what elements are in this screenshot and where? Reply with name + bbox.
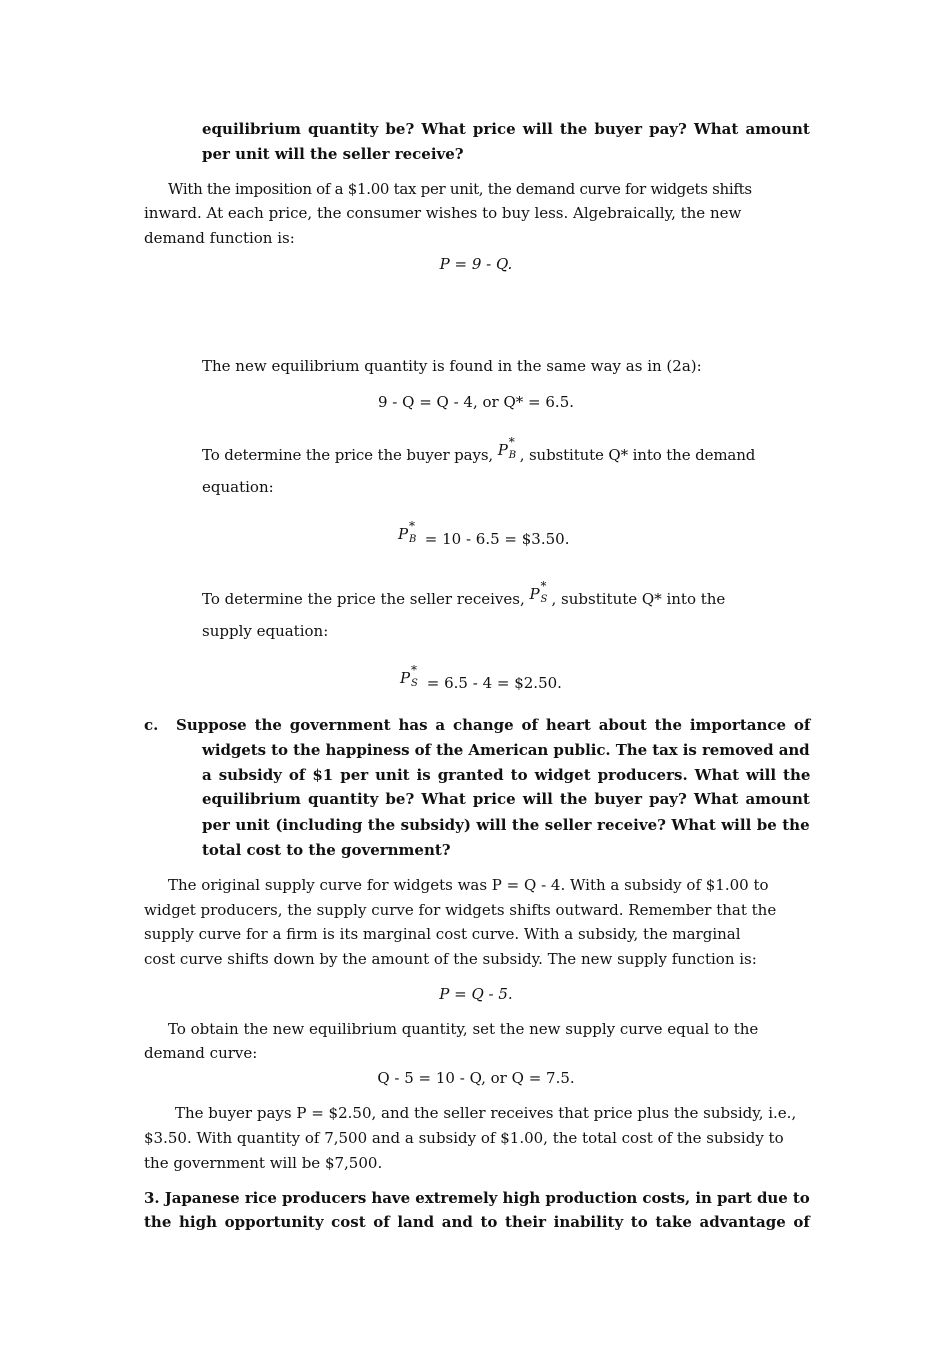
subsidy-paragraph-line-2: widget producers, the supply curve for widgets shifts outward. Remember that the: [144, 901, 777, 919]
equation-seller-price: P * S = 6.5 - 4 = $2.50.: [400, 663, 562, 692]
equation-equilibrium-quantity: 9 - Q = Q - 4, or Q* = 6.5.: [377, 393, 575, 411]
symbol-ps-star: P * S: [529, 579, 548, 605]
subsidy-paragraph-line-3: supply curve for a firm is its marginal cost curve. With a subsidy, the marginal: [144, 925, 741, 943]
seller-price-paragraph-line-2: supply equation:: [202, 622, 329, 640]
question-c-line-4: equilibrium quantity be? What price will the buyer pay? What amount: [202, 790, 810, 808]
question-b-line-2: per unit will the seller receive?: [202, 145, 464, 163]
buyer-price-paragraph-line-1: To determine the price the buyer pays, P * B , substitute Q* into the demand: [202, 435, 756, 464]
question-c-line-3: a subsidy of $1 per unit is granted to widget producers. What will the: [202, 766, 811, 784]
equation-new-supply: P = Q - 5.: [439, 985, 513, 1003]
equation-new-demand: P = 9 - Q.: [439, 255, 513, 273]
question-c-line-2: widgets to the happiness of the American public. The tax is removed and: [202, 741, 810, 759]
tax-paragraph-line-2: inward. At each price, the consumer wishes to buy less. Algebraically, the new: [144, 204, 742, 222]
obtain-paragraph-line-2: demand curve:: [144, 1044, 258, 1062]
subsidy-paragraph-line-1: The original supply curve for widgets was P = Q - 4. With a subsidy of $1.00 to: [168, 876, 769, 894]
symbol-ps-star: P * S: [400, 663, 418, 689]
question-c-line-6: total cost to the government?: [202, 841, 451, 859]
question-c-line-5: per unit (including the subsidy) will the seller receive? What will be the: [202, 816, 810, 834]
tax-paragraph-line-3: demand function is:: [144, 229, 295, 247]
subsidy-paragraph-line-4: cost curve shifts down by the amount of the subsidy. The new supply function is:: [144, 950, 757, 968]
buyer-final-line-3: the government will be $7,500.: [144, 1154, 383, 1172]
question-b-line-1: equilibrium quantity be? What price will the buyer pay? What amount: [202, 120, 810, 138]
question-3-line-1: 3. Japanese rice producers have extremely high production costs, in part due to: [144, 1189, 810, 1207]
symbol-pb-star: P * B: [497, 435, 516, 461]
tax-paragraph-line-1: With the imposition of a $1.00 tax per unit, the demand curve for widgets shifts: [168, 180, 752, 198]
question-c-line-1: Suppose the government has a change of heart about the importance of: [176, 716, 811, 734]
obtain-paragraph-line-1: To obtain the new equilibrium quantity, set the new supply curve equal to the: [168, 1020, 759, 1038]
buyer-final-line-1: The buyer pays P = $2.50, and the seller receives that price plus the subsidy, i.e.,: [175, 1104, 797, 1122]
equation-equilibrium-quantity-2: Q - 5 = 10 - Q, or Q = 7.5.: [377, 1069, 575, 1087]
equilibrium-intro-text: The new equilibrium quantity is found in the same way as in (2a):: [202, 357, 702, 375]
question-3-line-2: the high opportunity cost of land and to their inability to take advantage of: [144, 1213, 810, 1231]
buyer-price-paragraph-line-2: equation:: [202, 478, 274, 496]
seller-price-paragraph-line-1: To determine the price the seller receives, P * S , substitute Q* into the: [202, 579, 726, 608]
symbol-pb-star: P * B: [398, 519, 417, 545]
question-c-label: c.: [144, 716, 159, 734]
buyer-final-line-2: $3.50. With quantity of 7,500 and a subsidy of $1.00, the total cost of the subsidy to: [144, 1129, 784, 1147]
equation-buyer-price: P * B = 10 - 6.5 = $3.50.: [398, 519, 570, 548]
